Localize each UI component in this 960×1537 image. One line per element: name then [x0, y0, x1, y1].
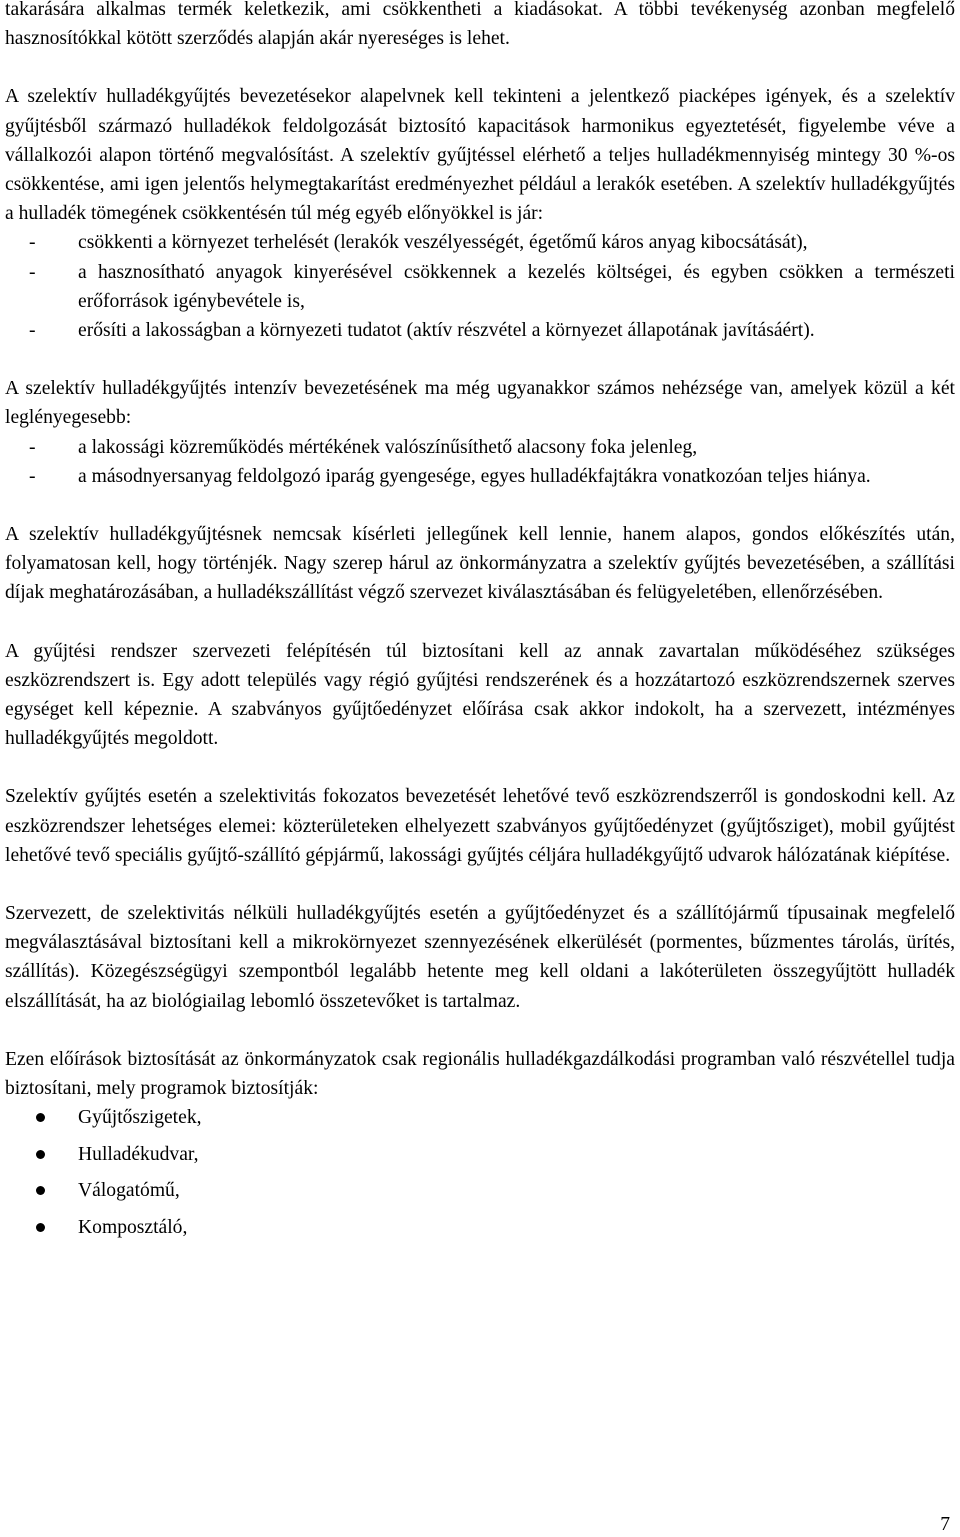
bullet-icon [36, 1223, 45, 1232]
paragraph-difficulties: A szelektív hulladékgyűjtés intenzív bevezetésének ma még ugyanakkor számos nehézsége van, amelyek közül a két leglényegesebb: [5, 378, 955, 429]
paragraph-selectivity-tools: Szelektív gyűjtés esetén a szelektivitás fokozatos bevezetését lehetővé tevő eszközrendszerről is gondoskodni kell. Az eszközrendszer lehetséges elemei: közterületeken elhelyezett szabványos gyűjtőedényzet (gyűjtősziget), mobil gyűjtést lehetővé tevő speciális gyűjtő-szállító gépjármű, lakossági gyűjtés céljára hulladékgyűjtő udvarok hálózatának kiépítése. [5, 786, 955, 866]
program-elements-list [5, 1103, 955, 1249]
list-item: - a hasznosítható anyagok kinyerésével csökkennek a kezelés költségei, és egyben csökken a természeti erőforrások igénybevétele is, [5, 258, 955, 316]
paragraph-regional-program: Ezen előírások biztosítását az önkormányzatok csak regionális hulladékgazdálkodási programban való részvétellel tudja biztosítani, mely programok biztosítják: [5, 1048, 955, 1100]
list-item: - a másodnyersanyag feldolgozó iparág gyengesége, egyes hulladékfajtákra vonatkozóan teljes hiánya. [5, 462, 955, 491]
bullet-icon [36, 1186, 45, 1195]
list-item: Hulladékudvar, [5, 1140, 955, 1177]
paragraph-municipality-role: A szelektív hulladékgyűjtésnek nemcsak kísérleti jellegűnek kell lennie, hanem alapos, gondos előkészítés után, folyamatosan kell, hogy történjék. Nagy szerep hárul az önkormányzatra a szelektív gyűjtés bevezetésében, a szállítási díjak meghatározásában, a hulladékszállítást végző szervezet kiválasztásában és felügyeletében, ellenőrzésében. [5, 524, 955, 604]
list-item: - erősíti a lakosságban a környezeti tudatot (aktív részvétel a környezet állapotának javításáért). [5, 316, 955, 345]
paragraph-toolset: A gyűjtési rendszer szervezeti felépítésén túl biztosítani kell az annak zavartalan működéséhez szükséges eszközrendszert is. Egy adott település vagy régió gyűjtési rendszerének és a hozzátartozó eszközrendszernek szerves egységet kell képeznie. A szabványos gyűjtőedényzet előírása csak akkor indokolt, ha a szervezett, intézményes hulladékgyűjtés megoldott. [5, 640, 955, 750]
list-item: - csökkenti a környezet terhelését (lerakók veszélyességét, égetőmű káros anyag kibocsátását), [5, 228, 955, 257]
list-marker: - [29, 436, 36, 458]
list-item: - a lakossági közreműködés mértékének valószínűsíthető alacsony foka jelenleg, [5, 433, 955, 462]
paragraph-organized-collection: Szervezett, de szelektivitás nélküli hulladékgyűjtés esetén a gyűjtőedényzet és a szállítójármű típusainak megfelelő megválasztásával biztosítani kell a mikrokörnyezet szennyezésének elkerülését (pormentes, bűzmentes tárolás, ürítés, szállítás). Közegészségügyi szempontból legalább hetente meg kell oldani a lakóterületen összegyűjtött hulladék elszállítását, ha az biológiailag lebomló összetevőket is tartalmaz. [5, 903, 955, 1012]
document-page [5, 0, 955, 1249]
paragraph-selective-collection-principles: A szelektív hulladékgyűjtés bevezetésekor alapelvnek kell tekinteni a jelentkező piacképes igények, és a szelektív gyűjtésből származó hulladékok feldolgozását biztosító kapacitások harmonikus egyeztetését, figyelembe véve a vállalkozói alapon történő megvalósítást. A szelektív gyűjtéssel elérhető a teljes hulladékmennyiség mintegy 30 %-os csökkentése, ami igen jelentős helymegtakarítást eredményezhet például a lerakók esetében. A szelektív hulladékgyűjtés a hulladék tömegének csökkentésén túl még egyéb előnyökkel is jár: [5, 86, 955, 225]
paragraph-intro: takarására alkalmas termék keletkezik, ami csökkentheti a kiadásokat. A többi tevékenység azonban megfelelő hasznosítókkal kötött szerződés alapján akár nyereséges is lehet. [5, 0, 955, 50]
list-marker: - [29, 232, 36, 254]
difficulties-list [5, 433, 955, 491]
list-marker: - [29, 465, 36, 487]
list-item: Komposztáló, [5, 1213, 955, 1250]
list-marker: - [29, 320, 36, 342]
benefits-list [5, 228, 955, 345]
bullet-icon [36, 1113, 45, 1122]
list-item: Gyűjtőszigetek, [5, 1103, 955, 1140]
list-item: Válogatómű, [5, 1176, 955, 1213]
page-number: 7 [940, 1514, 950, 1535]
bullet-icon [36, 1150, 45, 1159]
list-marker: - [29, 261, 36, 283]
